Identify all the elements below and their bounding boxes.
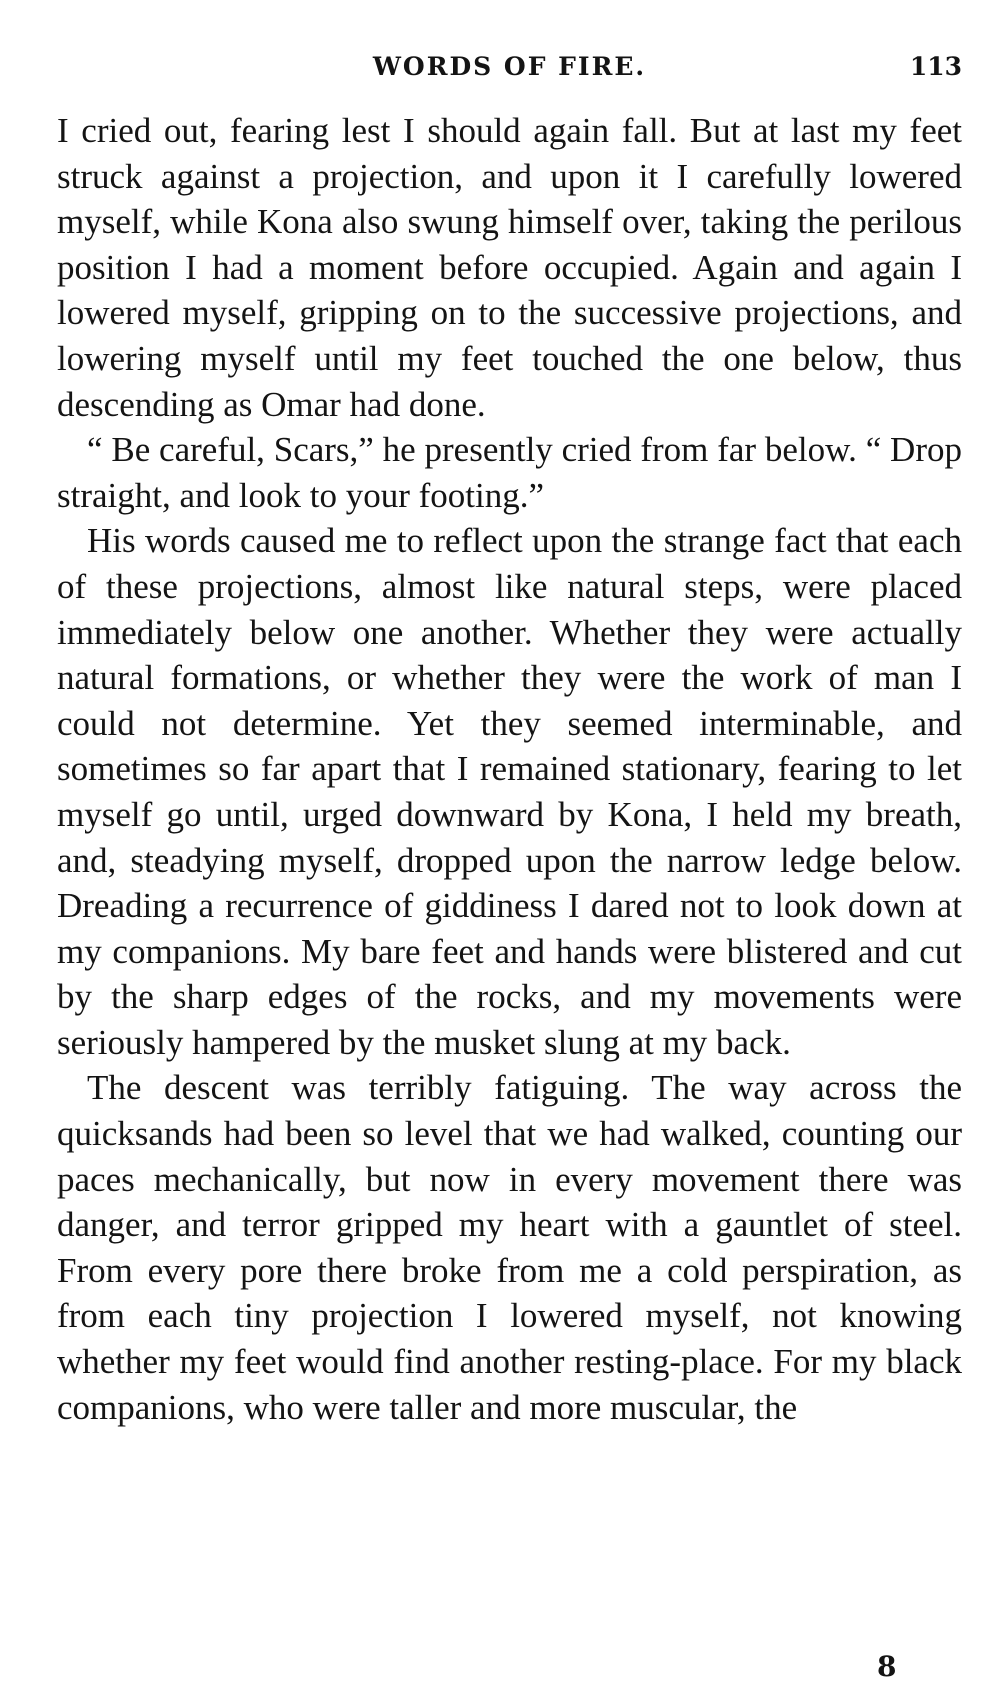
body-text [57, 108, 962, 1430]
signature-mark: 8 [877, 1650, 897, 1683]
paragraph-4: The descent was terribly fatiguing. The way across the quicksands had been so level that we had walked, counting our paces mechanically, but now in every movement there was danger, and terror gripped my heart with a gauntlet of steel. From every pore there broke from me a cold perspiration, as from each tiny projection I lowered myself, not knowing whether my feet would find another resting-place. For my black companions, who were taller and more muscular, the [57, 1068, 962, 1427]
paragraph-3: His words caused me to reflect upon the strange fact that each of these projections, almost like natural steps, were placed immediately below one another. Whether they were actually natural formations, or whether they were the work of man I could not determine. Yet they seemed interminable, and sometimes so far apart that I remained stationary, fearing to let myself go until, urged downward by Kona, I held my breath, and, steadying myself, dropped upon the narrow ledge below. Dreading a recurrence of giddiness I dared not to look down at my companions. My bare feet and hands were blistered and cut by the sharp edges of the rocks, and my movements were seriously hampered by the musket slung at my back. [57, 521, 962, 1062]
running-head [57, 52, 962, 92]
paragraph-1: I cried out, fearing lest I should again fall. But at last my feet struck against a projection, and upon it I carefully lowered myself, while Kona also swung himself over, taking the perilous position I had a moment before occupied. Again and again I lowered myself, gripping on to the successive projections, and lowering myself until my feet touched the one below, thus descending as Omar had done. [57, 111, 962, 424]
running-title: WORDS OF FIRE. [372, 52, 647, 81]
page-number: 113 [909, 52, 962, 81]
paragraph-2: “ Be careful, Scars,” he presently cried from far below. “ Drop straight, and look to your footing.” [57, 430, 962, 515]
